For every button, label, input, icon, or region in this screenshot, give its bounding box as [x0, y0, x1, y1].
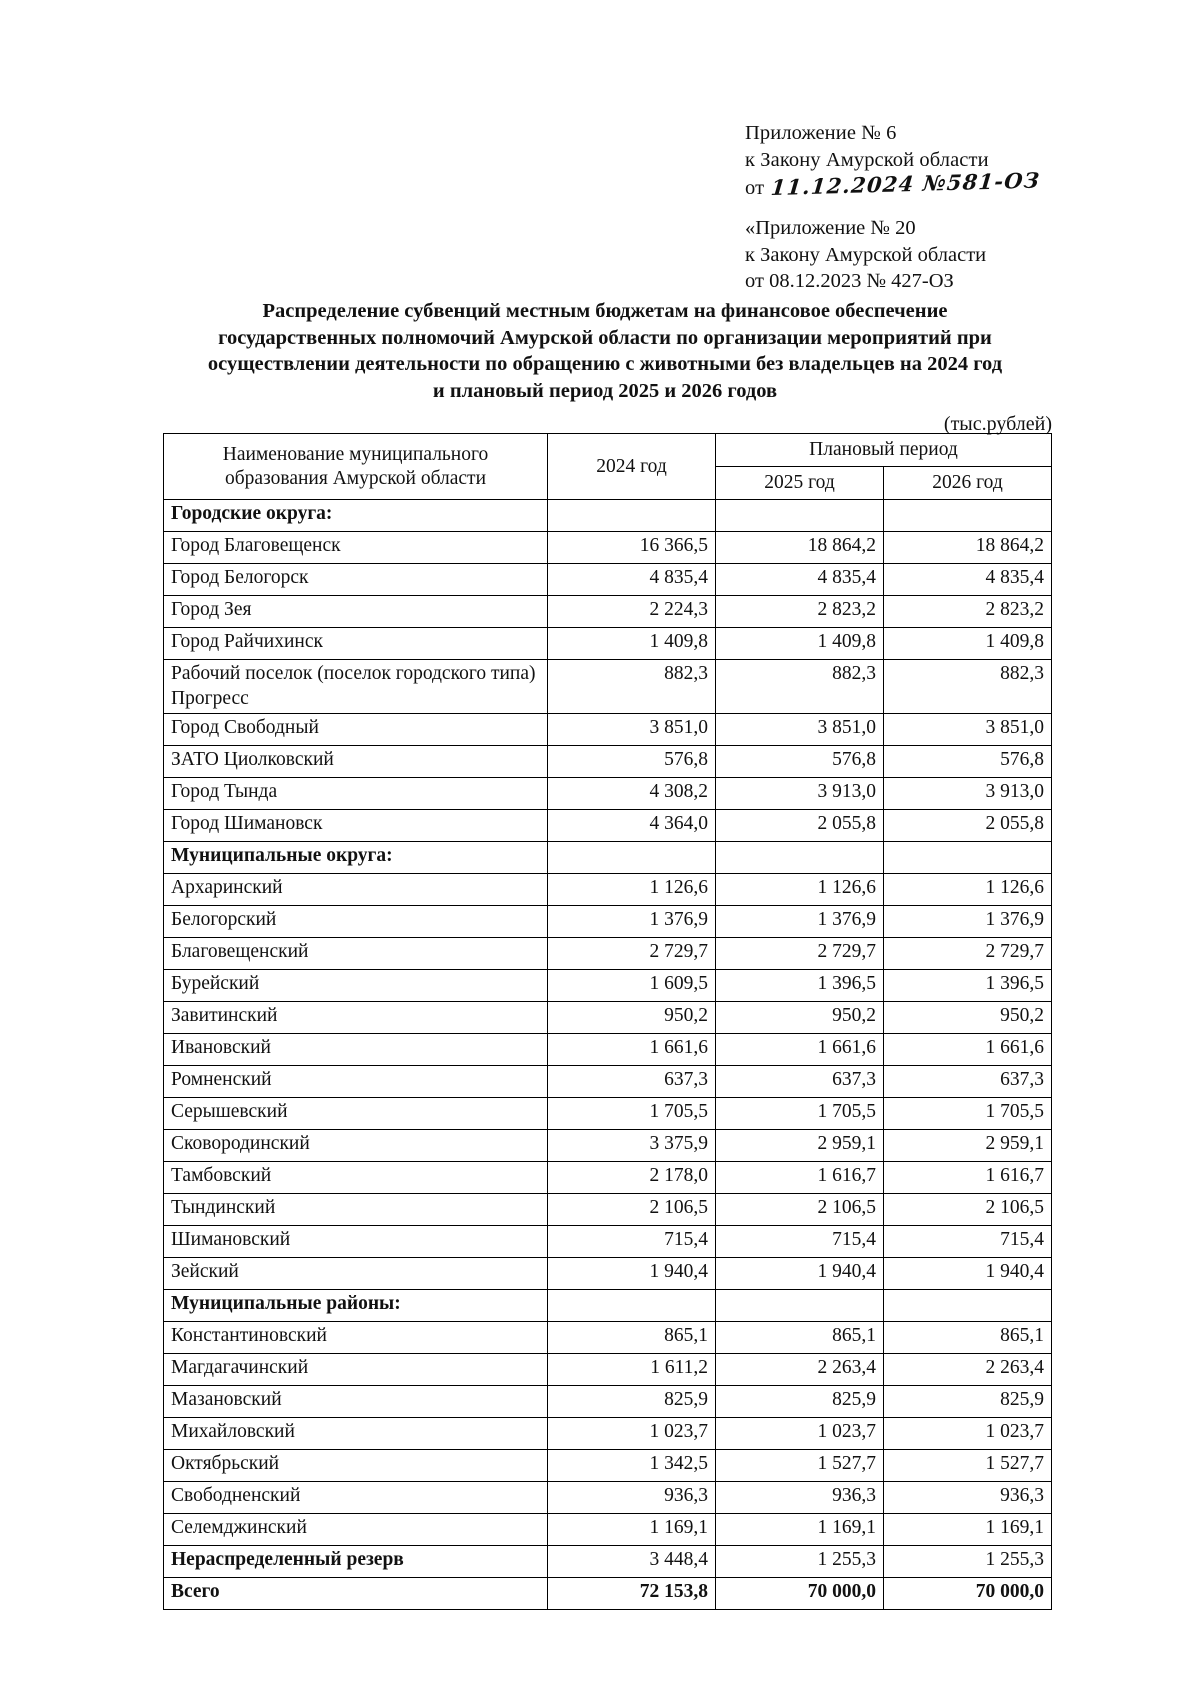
cell-municipality-name: Город Свободный	[164, 713, 548, 745]
cell-value-2026	[884, 1289, 1052, 1321]
cell-value-2025: 1 661,6	[716, 1033, 884, 1065]
table-row	[164, 937, 1052, 969]
cell-value-2025: 2 959,1	[716, 1129, 884, 1161]
table-header	[164, 434, 1052, 500]
cell-municipality-name: Город Белогорск	[164, 564, 548, 596]
column-header-2024: 2024 год	[548, 434, 716, 500]
cell-value-2024: 1 376,9	[548, 905, 716, 937]
cell-municipality-name: Селемджинский	[164, 1513, 548, 1545]
cell-value-2026: 1 126,6	[884, 873, 1052, 905]
table-row	[164, 1545, 1052, 1577]
cell-value-2026: 576,8	[884, 745, 1052, 777]
handwritten-law-date: 11.12.2024 №581-ОЗ	[769, 167, 1042, 201]
cell-municipality-name: Ивановский	[164, 1033, 548, 1065]
cell-value-2026: 70 000,0	[884, 1577, 1052, 1609]
page-title-line-3: осуществлении деятельности по обращению с животными без владельцев на 2024 год	[207, 353, 1003, 376]
cell-value-2024: 1 705,5	[548, 1097, 716, 1129]
cell-value-2024: 1 611,2	[548, 1353, 716, 1385]
cell-value-2026: 1 705,5	[884, 1097, 1052, 1129]
cell-municipality-name: Серышевский	[164, 1097, 548, 1129]
quoted-law-reference: к Закону Амурской области	[745, 243, 987, 266]
cell-municipality-name: Магдагачинский	[164, 1353, 548, 1385]
units-note: (тыс.рублей)	[943, 413, 1052, 435]
appendix-reference-block	[745, 120, 1040, 202]
cell-value-2024	[548, 500, 716, 532]
table-row	[164, 745, 1052, 777]
table-header-row-1	[164, 434, 1052, 467]
cell-value-2025: 1 376,9	[716, 905, 884, 937]
cell-value-2025: 1 169,1	[716, 1513, 884, 1545]
table-row	[164, 1353, 1052, 1385]
cell-value-2026: 2 959,1	[884, 1129, 1052, 1161]
cell-value-2025: 1 527,7	[716, 1449, 884, 1481]
cell-value-2026: 2 823,2	[884, 596, 1052, 628]
cell-value-2024: 1 126,6	[548, 873, 716, 905]
cell-value-2024: 825,9	[548, 1385, 716, 1417]
cell-municipality-name: Город Шимановск	[164, 809, 548, 841]
table-row	[164, 1129, 1052, 1161]
cell-municipality-name: Мазановский	[164, 1385, 548, 1417]
quoted-law-date: от 08.12.2023 № 427-ОЗ	[745, 270, 954, 293]
cell-value-2026	[884, 841, 1052, 873]
quoted-appendix-number: «Приложение № 20	[745, 217, 916, 239]
table-row	[164, 1161, 1052, 1193]
table-row	[164, 1385, 1052, 1417]
law-reference: к Закону Амурской области	[745, 148, 989, 171]
column-header-name-line-2: образования Амурской области	[224, 467, 487, 489]
cell-value-2026: 1 023,7	[884, 1417, 1052, 1449]
cell-municipality-name: Зейский	[164, 1257, 548, 1289]
cell-value-2024: 936,3	[548, 1481, 716, 1513]
cell-value-2025: 825,9	[716, 1385, 884, 1417]
cell-value-2026: 865,1	[884, 1321, 1052, 1353]
cell-value-2024	[548, 1289, 716, 1321]
cell-value-2026	[884, 500, 1052, 532]
cell-value-2024: 882,3	[548, 660, 716, 713]
page-title-line-4: и плановый период 2025 и 2026 годов	[432, 379, 778, 402]
cell-value-2025: 2 729,7	[716, 937, 884, 969]
table-row	[164, 628, 1052, 660]
table-row	[164, 660, 1052, 713]
cell-value-2024: 715,4	[548, 1225, 716, 1257]
cell-value-2024: 1 342,5	[548, 1449, 716, 1481]
cell-value-2025: 715,4	[716, 1225, 884, 1257]
table-row	[164, 809, 1052, 841]
cell-municipality-name: Сковородинский	[164, 1129, 548, 1161]
cell-municipality-name: ЗАТО Циолковский	[164, 745, 548, 777]
cell-value-2026: 2 729,7	[884, 937, 1052, 969]
cell-value-2024: 3 851,0	[548, 713, 716, 745]
cell-value-2024: 1 661,6	[548, 1033, 716, 1065]
quoted-appendix-reference-block	[745, 215, 986, 295]
cell-municipality-name: Нераспределенный резерв	[164, 1545, 548, 1577]
cell-municipality-name: Муниципальные округа:	[164, 841, 548, 873]
cell-value-2026: 715,4	[884, 1225, 1052, 1257]
cell-municipality-name: Бурейский	[164, 969, 548, 1001]
table-row	[164, 1481, 1052, 1513]
cell-municipality-name: Свободненский	[164, 1481, 548, 1513]
cell-value-2024: 1 940,4	[548, 1257, 716, 1289]
table-row	[164, 841, 1052, 873]
table-row	[164, 1577, 1052, 1609]
table-row	[164, 1193, 1052, 1225]
cell-value-2026: 1 940,4	[884, 1257, 1052, 1289]
table-row	[164, 777, 1052, 809]
cell-value-2025: 637,3	[716, 1065, 884, 1097]
cell-value-2025	[716, 500, 884, 532]
table-row	[164, 1001, 1052, 1033]
page-title-line-2: государственных полномочий Амурской области по организации мероприятий при	[218, 326, 992, 349]
cell-municipality-name: Завитинский	[164, 1001, 548, 1033]
cell-municipality-name: Тындинский	[164, 1193, 548, 1225]
cell-municipality-name: Октябрьский	[164, 1449, 548, 1481]
appendix-number: Приложение № 6	[745, 122, 897, 144]
cell-municipality-name: Город Зея	[164, 596, 548, 628]
table-row	[164, 532, 1052, 564]
cell-value-2026: 3 851,0	[884, 713, 1052, 745]
cell-value-2025: 1 126,6	[716, 873, 884, 905]
cell-value-2026: 882,3	[884, 660, 1052, 713]
cell-value-2025: 4 835,4	[716, 564, 884, 596]
cell-value-2026: 1 527,7	[884, 1449, 1052, 1481]
cell-value-2025: 865,1	[716, 1321, 884, 1353]
cell-value-2026: 3 913,0	[884, 777, 1052, 809]
cell-value-2024: 72 153,8	[548, 1577, 716, 1609]
cell-municipality-name: Тамбовский	[164, 1161, 548, 1193]
cell-value-2024: 576,8	[548, 745, 716, 777]
table-row	[164, 873, 1052, 905]
cell-value-2024: 3 375,9	[548, 1129, 716, 1161]
column-header-name	[164, 434, 548, 500]
cell-value-2025: 950,2	[716, 1001, 884, 1033]
cell-value-2024: 16 366,5	[548, 532, 716, 564]
cell-value-2025: 882,3	[716, 660, 884, 713]
cell-value-2026: 1 661,6	[884, 1033, 1052, 1065]
table-row	[164, 1033, 1052, 1065]
column-header-name-line-1: Наименование муниципального	[222, 443, 489, 465]
cell-value-2025: 1 396,5	[716, 969, 884, 1001]
cell-value-2026: 18 864,2	[884, 532, 1052, 564]
table-row	[164, 564, 1052, 596]
cell-value-2024: 950,2	[548, 1001, 716, 1033]
cell-municipality-name: Шимановский	[164, 1225, 548, 1257]
cell-value-2024	[548, 841, 716, 873]
cell-value-2025: 1 940,4	[716, 1257, 884, 1289]
cell-municipality-name: Город Благовещенск	[164, 532, 548, 564]
table-row	[164, 1417, 1052, 1449]
cell-municipality-name: Михайловский	[164, 1417, 548, 1449]
cell-value-2025	[716, 1289, 884, 1321]
cell-value-2026: 950,2	[884, 1001, 1052, 1033]
cell-value-2024: 2 729,7	[548, 937, 716, 969]
cell-value-2026: 1 409,8	[884, 628, 1052, 660]
page-title	[150, 298, 1060, 405]
cell-value-2025: 2 263,4	[716, 1353, 884, 1385]
cell-value-2025: 18 864,2	[716, 532, 884, 564]
cell-municipality-name: Константиновский	[164, 1321, 548, 1353]
cell-value-2026: 1 376,9	[884, 905, 1052, 937]
cell-value-2024: 1 023,7	[548, 1417, 716, 1449]
cell-municipality-name: Ромненский	[164, 1065, 548, 1097]
cell-value-2025: 70 000,0	[716, 1577, 884, 1609]
cell-municipality-name: Белогорский	[164, 905, 548, 937]
cell-value-2025	[716, 841, 884, 873]
table-row	[164, 1321, 1052, 1353]
column-header-2026: 2026 год	[884, 467, 1052, 500]
cell-value-2024: 1 409,8	[548, 628, 716, 660]
cell-municipality-name: Архаринский	[164, 873, 548, 905]
cell-municipality-name: Городские округа:	[164, 500, 548, 532]
cell-value-2025: 3 913,0	[716, 777, 884, 809]
table-row	[164, 1257, 1052, 1289]
table-row	[164, 1065, 1052, 1097]
cell-value-2024: 865,1	[548, 1321, 716, 1353]
cell-value-2024: 3 448,4	[548, 1545, 716, 1577]
cell-value-2026: 1 396,5	[884, 969, 1052, 1001]
cell-municipality-name: Город Тында	[164, 777, 548, 809]
cell-value-2026: 2 106,5	[884, 1193, 1052, 1225]
cell-value-2026: 2 055,8	[884, 809, 1052, 841]
column-header-planning-period: Плановый период	[716, 434, 1052, 467]
cell-value-2025: 1 255,3	[716, 1545, 884, 1577]
cell-value-2025: 1 023,7	[716, 1417, 884, 1449]
subventions-table	[163, 433, 1052, 1610]
cell-value-2026: 4 835,4	[884, 564, 1052, 596]
cell-value-2024: 4 835,4	[548, 564, 716, 596]
table-row	[164, 1289, 1052, 1321]
cell-value-2024: 1 169,1	[548, 1513, 716, 1545]
cell-value-2025: 2 055,8	[716, 809, 884, 841]
cell-value-2026: 1 169,1	[884, 1513, 1052, 1545]
cell-municipality-name: Муниципальные районы:	[164, 1289, 548, 1321]
cell-value-2026: 825,9	[884, 1385, 1052, 1417]
cell-municipality-name: Рабочий поселок (поселок городского типа) Прогресс	[164, 660, 548, 713]
table-row	[164, 969, 1052, 1001]
law-date-row	[745, 167, 1042, 202]
cell-value-2025: 2 106,5	[716, 1193, 884, 1225]
cell-value-2026: 637,3	[884, 1065, 1052, 1097]
cell-value-2024: 637,3	[548, 1065, 716, 1097]
cell-value-2024: 2 106,5	[548, 1193, 716, 1225]
table-row	[164, 713, 1052, 745]
cell-value-2025: 1 705,5	[716, 1097, 884, 1129]
column-header-2025: 2025 год	[716, 467, 884, 500]
cell-value-2024: 1 609,5	[548, 969, 716, 1001]
cell-value-2025: 576,8	[716, 745, 884, 777]
table-row	[164, 1513, 1052, 1545]
table-row	[164, 1449, 1052, 1481]
cell-value-2024: 2 224,3	[548, 596, 716, 628]
cell-municipality-name: Город Райчихинск	[164, 628, 548, 660]
cell-value-2024: 4 364,0	[548, 809, 716, 841]
cell-value-2025: 3 851,0	[716, 713, 884, 745]
cell-municipality-name: Благовещенский	[164, 937, 548, 969]
table-row	[164, 1225, 1052, 1257]
table-body	[164, 500, 1052, 1609]
cell-value-2025: 2 823,2	[716, 596, 884, 628]
table-row	[164, 1097, 1052, 1129]
cell-value-2025: 1 616,7	[716, 1161, 884, 1193]
cell-value-2026: 1 616,7	[884, 1161, 1052, 1193]
cell-value-2025: 936,3	[716, 1481, 884, 1513]
cell-value-2026: 2 263,4	[884, 1353, 1052, 1385]
cell-value-2024: 2 178,0	[548, 1161, 716, 1193]
cell-value-2026: 936,3	[884, 1481, 1052, 1513]
from-label: от	[745, 177, 765, 200]
cell-value-2026: 1 255,3	[884, 1545, 1052, 1577]
cell-value-2025: 1 409,8	[716, 628, 884, 660]
cell-value-2024: 4 308,2	[548, 777, 716, 809]
table-row	[164, 500, 1052, 532]
page-title-line-1: Распределение субвенций местным бюджетам на финансовое обеспечение	[262, 300, 948, 322]
table-row	[164, 596, 1052, 628]
cell-municipality-name: Всего	[164, 1577, 548, 1609]
table-row	[164, 905, 1052, 937]
